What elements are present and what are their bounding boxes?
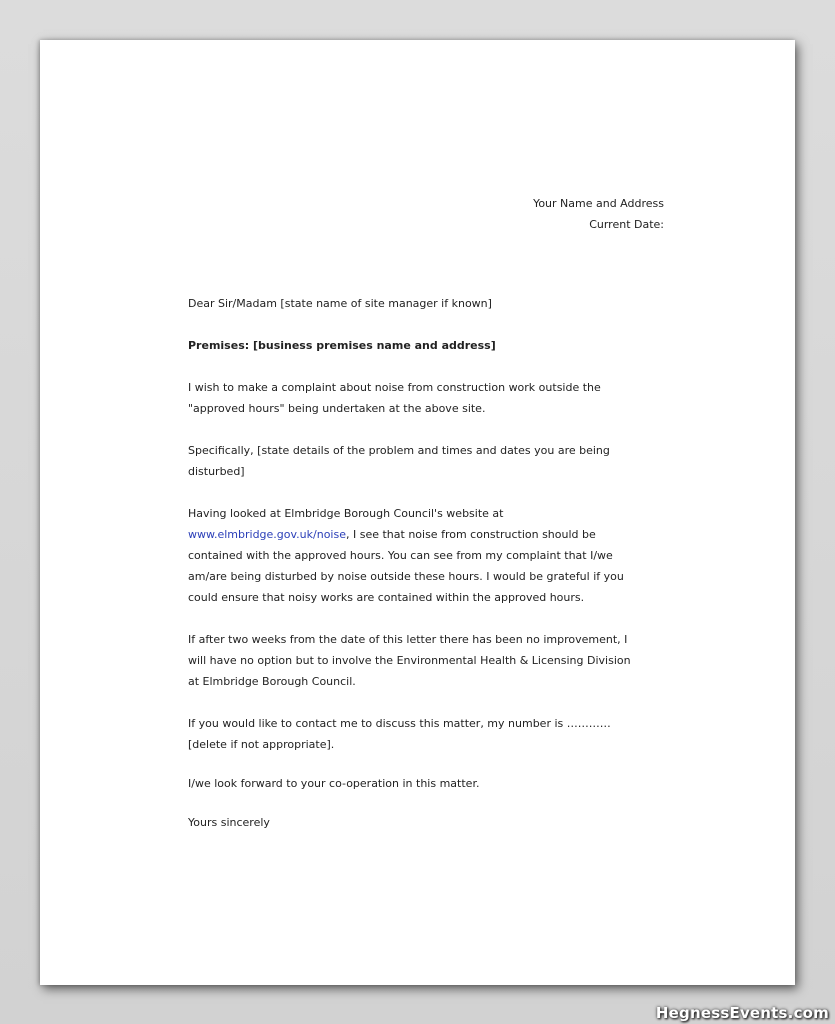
- paragraph-details: Specifically, [state details of the problem and times and dates you are being disturbed]: [188, 444, 610, 478]
- council-noise-link[interactable]: www.elmbridge.gov.uk/noise: [188, 528, 346, 541]
- paragraph-complaint: I wish to make a complaint about noise from construction work outside the "approved hours" being undertaken at the above site.: [188, 381, 601, 415]
- sender-name-address: Your Name and Address: [533, 197, 664, 210]
- paragraph-website: [188, 503, 638, 608]
- paragraph-contact: If you would like to contact me to discuss this matter, my number is ………… [delete if not appropriate].: [188, 717, 611, 751]
- site-watermark: HegnessEvents.com: [655, 1004, 829, 1022]
- letter-body: [188, 293, 638, 854]
- paragraph-cooperation: I/we look forward to your co-operation in this matter.: [188, 777, 480, 790]
- paragraph-escalation: If after two weeks from the date of this letter there has been no improvement, I will have no option but to involve the Environmental Health & Licensing Division at Elmbridge Borough Council.: [188, 633, 631, 688]
- closing: Yours sincerely: [188, 816, 270, 829]
- document-page: [40, 40, 795, 985]
- website-rest: , I see that noise from construction should be contained with the approved hours. You can see from my complaint that I/we am/are being disturbed by noise outside these hours. I would be grateful if you could ensure that noisy works are contained within the approved hours.: [188, 528, 624, 604]
- sender-block: [533, 193, 664, 235]
- current-date: Current Date:: [589, 218, 664, 231]
- website-intro: Having looked at Elmbridge Borough Council's website at: [188, 507, 504, 520]
- salutation: Dear Sir/Madam [state name of site manager if known]: [188, 297, 492, 310]
- premises-line: Premises: [business premises name and address]: [188, 339, 496, 352]
